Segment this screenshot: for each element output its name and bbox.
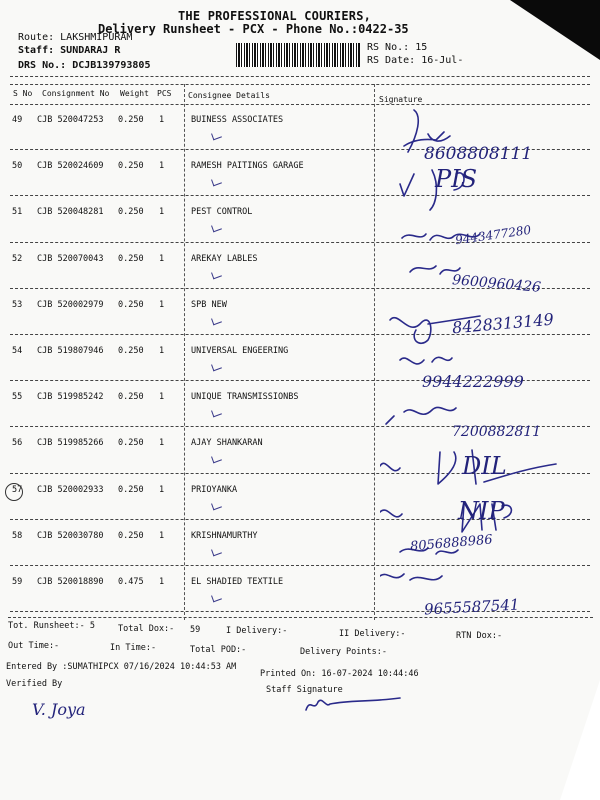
row-consignee: PRIOYANKA xyxy=(191,484,238,495)
row-consignee: KRISHNAMURTHY xyxy=(191,530,258,541)
pen-tick-mark xyxy=(211,408,222,418)
footer-rule xyxy=(8,617,593,618)
route-label: Route: xyxy=(18,32,55,43)
col-sno: S No xyxy=(13,89,33,98)
pen-tick-mark xyxy=(211,546,222,556)
row-weight: 0.250 xyxy=(118,346,144,356)
row-consignee: EL SHADIED TEXTILE xyxy=(191,577,284,587)
pen-tick-mark xyxy=(211,454,222,464)
row-weight: 0.250 xyxy=(118,484,144,495)
route-line xyxy=(18,32,132,43)
rs-date-line xyxy=(367,55,463,66)
out-time: Out Time:- xyxy=(8,641,60,651)
row-weight: 0.475 xyxy=(118,577,144,587)
ii-delivery: II Delivery:- xyxy=(339,629,406,639)
total-dox-value: 59 xyxy=(190,625,201,635)
pen-tick-mark xyxy=(211,223,222,233)
row-sno: 55 xyxy=(12,392,23,403)
barcode xyxy=(236,43,360,67)
rs-no-line xyxy=(367,42,427,53)
runsheet-title: Delivery Runsheet - PCX - Phone No.:0422-35 xyxy=(98,22,409,36)
row-consignee: AREKAY LABLES xyxy=(191,253,258,264)
row-sno: 52 xyxy=(12,253,23,264)
phone-row-58: 8056888986 xyxy=(409,532,494,555)
verified-by: Verified By xyxy=(6,679,63,689)
row-consignment-no: CJB 519985266 xyxy=(37,438,104,449)
drs-label: DRS No.: xyxy=(18,60,67,71)
phone-row-52: 9600960426 xyxy=(451,272,542,296)
mark-row-57: NIP xyxy=(458,497,505,525)
row-sno: 54 xyxy=(12,346,23,356)
row-weight: 0.250 xyxy=(118,115,144,125)
row-pcs: 1 xyxy=(159,346,165,356)
header-rule-2 xyxy=(10,84,590,85)
col-signature: Signature xyxy=(379,95,423,104)
verifier-signature: V. Joya xyxy=(32,700,86,719)
phone-row-54: 9944222999 xyxy=(422,372,524,391)
col-consignment: Consignment No xyxy=(42,89,110,98)
row-consignment-no: CJB 520030780 xyxy=(37,530,104,541)
mark-row-56: DIL xyxy=(462,452,507,480)
staff-label: Staff: xyxy=(18,45,55,56)
company-title: THE PROFESSIONAL COURIERS, xyxy=(178,9,372,23)
row-weight: 0.250 xyxy=(118,530,144,541)
rtn-dox: RTN Dox:- xyxy=(456,631,503,641)
staff-signature-label: Staff Signature xyxy=(266,685,343,695)
row-sno: 56 xyxy=(12,438,23,449)
row-consignment-no: CJB 519807946 xyxy=(37,346,104,356)
row-weight: 0.250 xyxy=(118,392,144,403)
pen-tick-mark xyxy=(211,269,222,279)
pen-tick-mark xyxy=(211,500,222,510)
row-consignee: UNIVERSAL ENGEERING xyxy=(191,346,289,356)
phone-row-51: 9443477280 xyxy=(454,222,532,248)
row-pcs: 1 xyxy=(159,392,165,403)
phone-row-49: 8608808111 xyxy=(424,144,533,164)
pen-tick-mark xyxy=(211,593,222,603)
scan-dark-corner xyxy=(510,0,600,60)
col-consignee: Consignee Details xyxy=(188,91,270,100)
row-weight: 0.250 xyxy=(118,253,144,264)
rs-no-value: 15 xyxy=(415,42,428,53)
row-consignee: BUINESS ASSOCIATES xyxy=(191,115,284,125)
row-consignment-no: CJB 520070043 xyxy=(37,253,104,264)
row-consignment-no: CJB 520047253 xyxy=(37,115,104,125)
row-consignment-no: CJB 520002933 xyxy=(37,484,104,495)
staff-value: SUNDARAJ R xyxy=(60,45,121,56)
row-weight: 0.250 xyxy=(118,207,144,218)
page-fold-corner xyxy=(560,680,600,800)
row-consignment-no: CJB 520002979 xyxy=(37,299,104,310)
row-consignment-no: CJB 520018890 xyxy=(37,577,104,587)
row-pcs: 1 xyxy=(159,115,165,125)
rs-no-label: RS No.: xyxy=(367,42,410,53)
row-sno: 57 xyxy=(12,484,23,495)
in-time: In Time:- xyxy=(110,643,157,653)
row-sno: 59 xyxy=(12,577,23,587)
row-weight: 0.250 xyxy=(118,438,144,449)
tot-runsheet: Tot. Runsheet:- 5 xyxy=(8,621,95,631)
row-consignment-no: CJB 520048281 xyxy=(37,207,104,218)
route-value: LAKSHMIPURAM xyxy=(60,32,133,43)
header-rule-top xyxy=(10,76,590,77)
row-sno: 50 xyxy=(12,161,23,172)
row-consignment-no: CJB 519985242 xyxy=(37,392,104,403)
pen-tick-mark xyxy=(211,131,222,141)
row-pcs: 1 xyxy=(159,484,165,495)
drs-line xyxy=(18,60,150,71)
row-consignment-no: CJB 520024609 xyxy=(37,161,104,172)
pen-tick-mark xyxy=(211,315,222,325)
row-sno: 51 xyxy=(12,207,23,218)
phone-row-53: 8428313149 xyxy=(451,309,555,338)
rs-date-value: 16-Jul- xyxy=(421,55,464,66)
pen-tick-mark xyxy=(211,177,222,187)
entered-by: Entered By :SUMATHIPCX 07/16/2024 10:44:53 AM xyxy=(6,662,237,672)
row-sno: 49 xyxy=(12,115,23,125)
delivery-points: Delivery Points:- xyxy=(300,647,387,657)
row-consignee: RAMESH PAITINGS GARAGE xyxy=(191,161,304,172)
total-pod: Total POD:- xyxy=(190,645,247,655)
rs-date-label: RS Date: xyxy=(367,55,416,66)
row-pcs: 1 xyxy=(159,207,165,218)
col-weight: Weight xyxy=(120,89,149,98)
row-pcs: 1 xyxy=(159,299,165,310)
row-consignee: UNIQUE TRANSMISSIONBS xyxy=(191,392,299,403)
row-pcs: 1 xyxy=(159,161,165,172)
printed-on: Printed On: 16-07-2024 10:44:46 xyxy=(260,669,419,679)
pen-tick-mark xyxy=(211,362,222,372)
staff-line xyxy=(18,45,120,56)
row-consignee: PEST CONTROL xyxy=(191,207,253,218)
drs-value: DCJB139793805 xyxy=(72,60,151,71)
row-consignee: AJAY SHANKARAN xyxy=(191,438,263,449)
mark-row-50: PIS xyxy=(435,165,478,193)
i-delivery: I Delivery:- xyxy=(226,626,288,636)
row-weight: 0.250 xyxy=(118,161,144,172)
row-57-circle-mark xyxy=(5,483,23,501)
row-weight: 0.250 xyxy=(118,299,144,310)
row-pcs: 1 xyxy=(159,530,165,541)
row-pcs: 1 xyxy=(159,253,165,264)
total-dox-label: Total Dox:- xyxy=(118,624,175,634)
staff-signature-scribble xyxy=(300,692,410,716)
row-sno: 53 xyxy=(12,299,23,310)
phone-row-55: 7200882811 xyxy=(452,424,542,440)
row-pcs: 1 xyxy=(159,577,165,587)
row-consignee: SPB NEW xyxy=(191,299,227,310)
row-pcs: 1 xyxy=(159,438,165,449)
phone-row-59: 9655587541 xyxy=(423,595,520,619)
row-sno: 58 xyxy=(12,530,23,541)
col-pcs: PCS xyxy=(157,89,172,98)
